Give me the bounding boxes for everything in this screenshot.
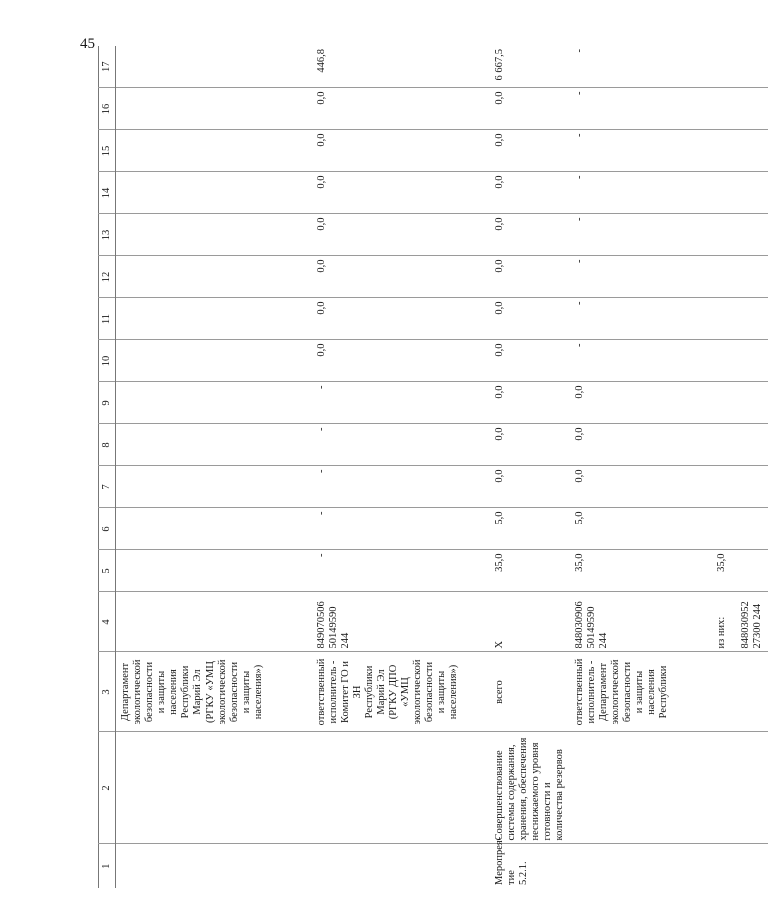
cell-measure-id	[712, 844, 768, 888]
cell-value-col-9: 0,0	[490, 382, 570, 424]
cell-measure-name	[712, 732, 768, 844]
cell-value-col-8: -	[312, 424, 490, 466]
executor-line: исполнитель -	[586, 660, 597, 724]
executor-line: и защиты	[240, 670, 252, 714]
cell-value-col-11: -	[570, 298, 712, 340]
executor-line: экологической	[216, 659, 228, 725]
column-header-9: 9	[99, 382, 116, 424]
cell-measure-id	[312, 844, 490, 888]
cell-value-col-14: 0,0	[490, 172, 570, 214]
cell-value-col-7: 0,0	[490, 466, 570, 508]
cell-value-col-10	[712, 340, 768, 382]
cell-value-col-11: 0,0	[312, 298, 490, 340]
cell-measure-name	[312, 732, 490, 844]
column-header-17: 17	[99, 46, 116, 88]
cell-value-col-10: 0,0	[312, 340, 490, 382]
page-number: 45	[80, 36, 95, 52]
cell-value-col-8: 0,0	[570, 424, 712, 466]
cell-value-col-6: 5,0	[570, 508, 712, 550]
cell-measure-id: Меропрея- тие 5.2.1.	[490, 844, 570, 888]
column-header-5: 5	[99, 550, 116, 592]
cell-value-col-9: 0,0	[570, 382, 712, 424]
cell-executor	[312, 652, 490, 732]
cell-value-col-6	[712, 508, 768, 550]
cell-measure-id	[116, 844, 312, 888]
budget-code-line: 848030906	[573, 601, 585, 649]
cell-value-col-9	[116, 382, 312, 424]
executor-line: ответственный	[573, 658, 585, 726]
executor-line: и защиты	[436, 670, 448, 714]
cell-measure-name	[570, 732, 712, 844]
column-header-13: 13	[99, 214, 116, 256]
executor-line: населения	[168, 669, 180, 715]
cell-budget-code	[570, 592, 712, 652]
executor-line: безопасности	[424, 661, 436, 723]
budget-code-line: 244	[598, 632, 610, 649]
cell-value-col-16: 0,0	[490, 88, 570, 130]
cell-value-col-13: -	[570, 214, 712, 256]
cell-value-col-11	[712, 298, 768, 340]
cell-value-col-15	[712, 130, 768, 172]
cell-value-col-9: -	[312, 382, 490, 424]
cell-measure-name: Совершенствование системы содержания, хранения, обеспечения неснижаемого уровня готовности и количества резервов	[490, 732, 570, 844]
column-header-2: 2	[99, 732, 116, 844]
cell-value-col-6	[116, 508, 312, 550]
cell-executor	[712, 652, 768, 732]
executor-line: Республики	[658, 665, 670, 719]
cell-value-col-12: -	[570, 256, 712, 298]
cell-budget-code	[490, 592, 570, 652]
cell-value-col-14: -	[570, 172, 712, 214]
column-header-11: 11	[99, 298, 116, 340]
column-header-14: 14	[99, 172, 116, 214]
budget-code-line	[728, 596, 740, 649]
budget-code-line: 27300 244	[752, 603, 764, 649]
cell-value-col-12	[712, 256, 768, 298]
cell-budget-code	[312, 592, 490, 652]
executor-line: безопасности	[622, 661, 634, 723]
cell-value-col-16	[712, 88, 768, 130]
executor-line: экологической	[132, 659, 144, 725]
executor-line: безопасности	[228, 661, 240, 723]
executor-line: Марий Эл	[375, 669, 387, 715]
column-header-3: 3	[99, 652, 116, 732]
cell-value-col-17: 446,8	[315, 49, 327, 73]
cell-value-col-13	[116, 214, 312, 256]
table-row	[312, 46, 490, 888]
executor-line: экологической	[610, 659, 622, 725]
executor-line: Марий Эл	[192, 669, 204, 715]
cell-value-col-7	[116, 466, 312, 508]
cell-measure-name	[116, 732, 312, 844]
cell-value-col-12: 0,0	[312, 256, 490, 298]
cell-value-col-14: 0,0	[312, 172, 490, 214]
column-header-6: 6	[99, 508, 116, 550]
executor-line: населения»)	[448, 664, 460, 720]
cell-value-col-15: 0,0	[312, 130, 490, 172]
cell-value-col-7	[712, 466, 768, 508]
executor-line: безопасности	[144, 661, 156, 723]
budget-table	[98, 46, 768, 888]
table-row	[712, 46, 768, 888]
cell-value-col-13	[712, 214, 768, 256]
table-body	[99, 46, 768, 888]
cell-value-col-17: -	[573, 49, 585, 53]
column-header-12: 12	[99, 256, 116, 298]
cell-value-col-5: 35,0	[490, 550, 570, 592]
cell-value-col-10: -	[570, 340, 712, 382]
cell-value-col-17	[712, 46, 768, 88]
cell-value-col-7: -	[312, 466, 490, 508]
budget-code-line: Х	[493, 640, 505, 649]
executor-line: (РГКУ ДПО	[387, 664, 399, 720]
executor-line: Комитет ГО и ЗН	[339, 661, 363, 723]
executor-line: исполнитель -	[327, 660, 339, 724]
cell-value-col-17	[116, 46, 312, 88]
executor-line: Республики	[363, 665, 375, 719]
cell-value-col-8	[712, 424, 768, 466]
cell-value-col-14	[116, 172, 312, 214]
cell-value-col-15: -	[570, 130, 712, 172]
cell-value-col-10: 0,0	[490, 340, 570, 382]
column-header-4: 4	[99, 592, 116, 652]
table-row	[116, 46, 312, 888]
cell-value-col-5: -	[312, 550, 490, 592]
cell-value-col-5: 35,0	[712, 550, 768, 592]
cell-value-col-5: 35,0	[570, 550, 712, 592]
executor-line: Департамент	[598, 662, 610, 722]
budget-code-line: 50149590	[586, 606, 597, 649]
header-row	[99, 46, 116, 888]
executor-line: ответственный	[315, 658, 327, 726]
cell-budget-code	[116, 592, 312, 652]
cell-value-col-10	[116, 340, 312, 382]
column-header-1: 1	[99, 844, 116, 888]
executor-line: населения	[646, 669, 658, 715]
cell-value-col-12: 0,0	[490, 256, 570, 298]
cell-value-col-7: 0,0	[570, 466, 712, 508]
executor-line: населения»)	[252, 664, 264, 720]
budget-code-line: 848030952	[740, 601, 752, 649]
column-header-15: 15	[99, 130, 116, 172]
cell-value-col-17: 6 667,5	[493, 49, 505, 81]
cell-value-col-15	[116, 130, 312, 172]
cell-value-col-8	[116, 424, 312, 466]
cell-value-col-11	[116, 298, 312, 340]
cell-value-col-16: -	[570, 88, 712, 130]
cell-value-col-16	[116, 88, 312, 130]
cell-measure-id	[570, 844, 712, 888]
budget-code-line: 50149590	[327, 606, 339, 649]
cell-value-col-15: 0,0	[490, 130, 570, 172]
table-row	[490, 46, 570, 888]
cell-executor	[116, 652, 312, 732]
cell-executor	[490, 652, 570, 732]
cell-value-col-13: 0,0	[490, 214, 570, 256]
cell-value-col-8: 0,0	[490, 424, 570, 466]
table-row	[570, 46, 712, 888]
executor-line: всего	[493, 680, 505, 704]
executor-line: Департамент	[120, 662, 132, 722]
executor-line: и защиты	[634, 670, 646, 714]
cell-value-col-6: -	[312, 508, 490, 550]
cell-budget-code	[712, 592, 768, 652]
budget-code-line: из них:	[715, 616, 727, 649]
executor-line: (РГКУ «УМЦ	[204, 661, 216, 723]
column-header-8: 8	[99, 424, 116, 466]
cell-value-col-9	[712, 382, 768, 424]
cell-value-col-16: 0,0	[312, 88, 490, 130]
cell-executor	[570, 652, 712, 732]
executor-line: «УМЦ	[400, 677, 411, 707]
budget-code-line: 244	[339, 632, 351, 649]
executor-line: и защиты	[156, 670, 168, 714]
cell-value-col-6: 5,0	[490, 508, 570, 550]
executor-line: экологической	[412, 659, 424, 725]
cell-value-col-12	[116, 256, 312, 298]
cell-value-col-5	[116, 550, 312, 592]
cell-value-col-11: 0,0	[490, 298, 570, 340]
column-header-10: 10	[99, 340, 116, 382]
column-header-7: 7	[99, 466, 116, 508]
budget-code-line: 849070506	[315, 601, 327, 649]
cell-value-col-13: 0,0	[312, 214, 490, 256]
executor-line: Республики	[180, 665, 192, 719]
cell-value-col-14	[712, 172, 768, 214]
column-header-16: 16	[99, 88, 116, 130]
